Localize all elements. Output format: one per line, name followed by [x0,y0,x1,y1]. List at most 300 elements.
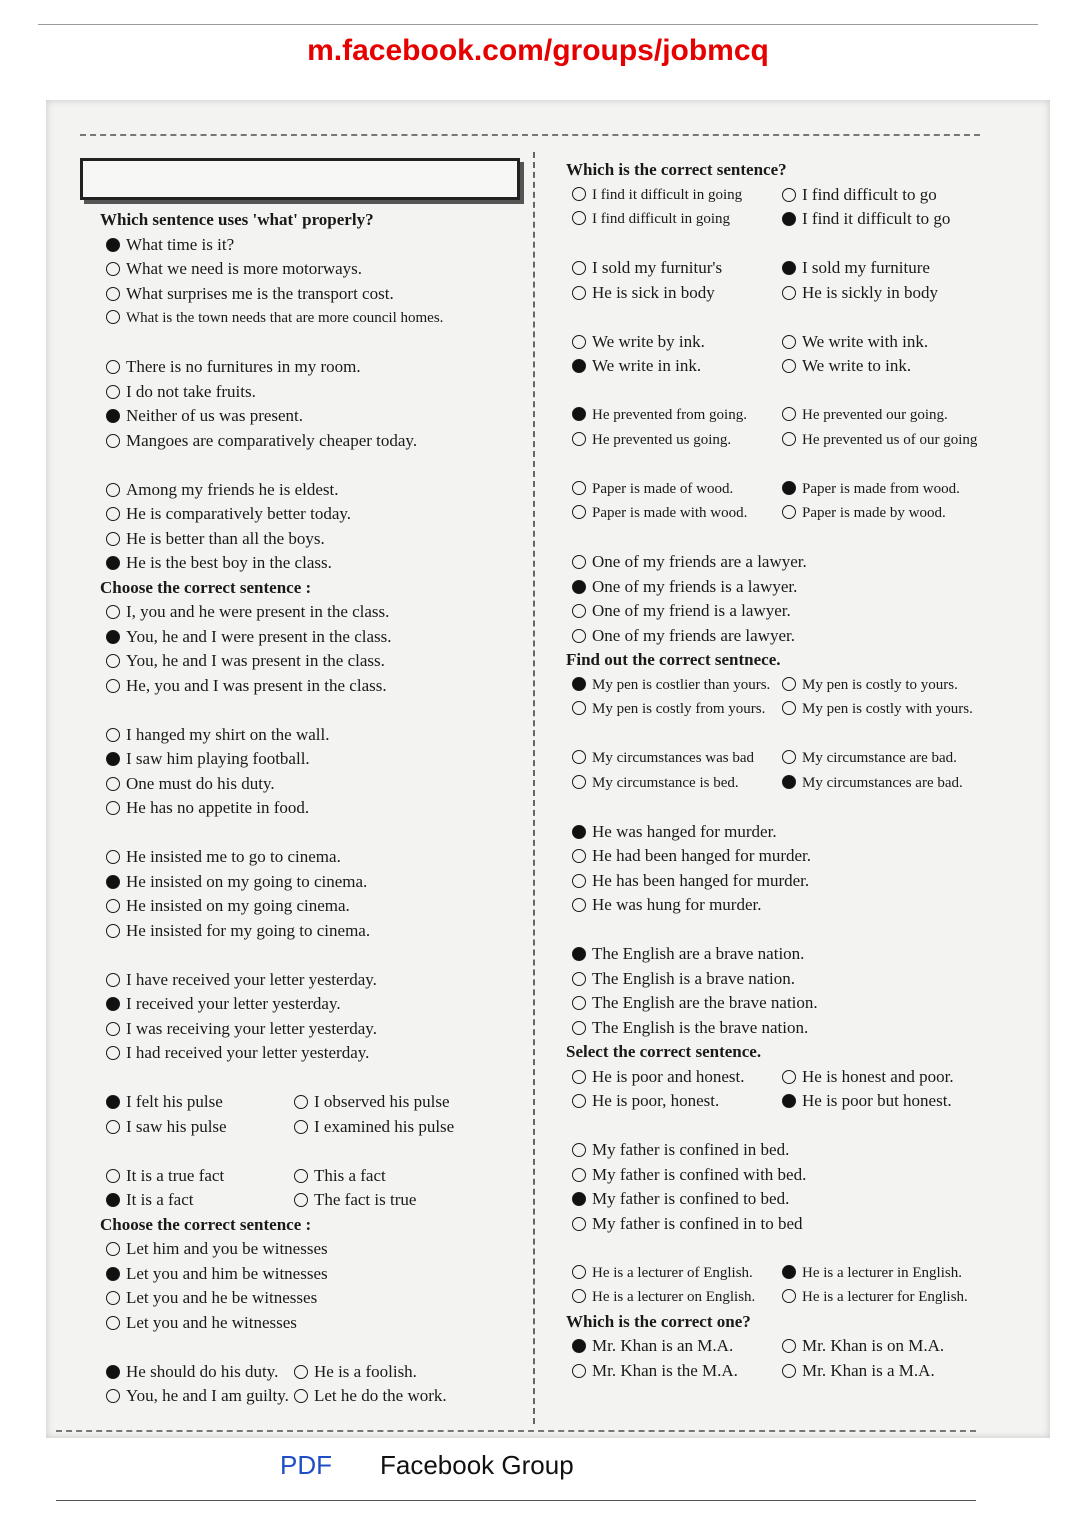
footer-pdf: PDF [280,1450,332,1480]
answer-option [782,1359,992,1384]
answer-option [76,796,524,821]
answer-option [76,919,524,944]
empty-bubble-icon [782,1339,796,1353]
answer-option [76,1041,524,1066]
option-text: My circumstance is bed. [592,774,739,791]
answer-option [572,330,782,355]
empty-bubble-icon [294,1193,308,1207]
option-text: Mr. Khan is a M.A. [802,1360,935,1380]
option-text: He prevented us of our going [802,431,978,448]
question-text [542,648,992,673]
filled-bubble-icon [782,1265,796,1279]
answer-option [76,1286,524,1311]
empty-bubble-icon [106,1389,120,1403]
filled-bubble-icon [782,261,796,275]
empty-bubble-icon [572,701,586,715]
question-text [76,453,524,478]
question-prompt [566,307,570,326]
answer-option [542,624,992,649]
option-text: Let you and he be witnesses [126,1288,318,1307]
empty-bubble-icon [106,507,120,521]
answer-option [76,894,524,919]
options-grid [76,1164,524,1213]
option-text: One of my friends is a lawyer. [592,576,798,596]
question-text [542,232,992,257]
empty-bubble-icon [106,801,120,815]
option-text: This a fact [314,1165,386,1185]
question-block [76,208,524,331]
option-text: He has been hanged for murder. [592,870,810,890]
answer-option [76,527,524,552]
answer-option [76,772,524,797]
option-text: He is the best boy in the class. [126,553,332,572]
answer-option [572,697,782,722]
option-text: Paper is made with wood. [592,505,748,521]
empty-bubble-icon [572,898,586,912]
filled-bubble-icon [106,752,120,766]
empty-bubble-icon [106,654,120,668]
answer-option [572,1065,782,1090]
question-text [542,918,992,943]
question-block [542,158,992,232]
answer-option [782,501,992,526]
empty-bubble-icon [294,1095,308,1109]
option-text: I had received your letter yesterday. [126,1043,370,1062]
question-text [542,305,992,330]
option-text: Let he do the work. [314,1386,447,1405]
option-text: My circumstance are bad. [802,750,957,766]
answer-option [542,1212,992,1237]
filled-bubble-icon [572,947,586,961]
option-text: He is sick in body [592,282,715,302]
question-block [76,1335,524,1409]
question-prompt [100,945,104,964]
option-text: He has no appetite in food. [126,798,310,817]
filled-bubble-icon [572,580,586,594]
empty-bubble-icon [572,1143,586,1157]
option-text: My pen is costly from yours. [592,701,766,717]
options-grid [76,1090,524,1139]
option-text: He is better than all the boys. [126,528,325,548]
answer-option [76,257,524,282]
option-text: One of my friend is a lawyer. [592,601,791,620]
question-prompt [566,1238,570,1257]
option-text: My father is confined in bed. [592,1140,790,1159]
answer-option [782,330,992,355]
answer-option [572,1261,782,1286]
option-text: He, you and I was present in the class. [126,675,387,695]
option-text: I received your letter yesterday. [126,994,341,1013]
question-block [76,331,524,454]
filled-bubble-icon [572,825,586,839]
question-text [542,1236,992,1261]
options-grid [76,1360,524,1409]
empty-bubble-icon [572,261,586,275]
answer-option [76,355,524,380]
question-block [76,1139,524,1213]
option-text: He is a lecturer for English. [802,1289,968,1305]
answer-option [76,1237,524,1262]
answer-option-correct [782,207,992,232]
empty-bubble-icon [572,187,586,201]
empty-bubble-icon [106,1316,120,1330]
question-prompt [100,1068,104,1087]
answer-option [572,428,782,453]
empty-bubble-icon [106,850,120,864]
question-prompt [566,1116,570,1135]
empty-bubble-icon [106,728,120,742]
options-grid [542,183,992,232]
answer-option [572,1089,782,1114]
empty-bubble-icon [782,286,796,300]
option-text: Mr. Khan is the M.A. [592,1360,738,1380]
question-text [76,943,524,968]
answer-option-correct [76,551,524,576]
question-block [542,1114,992,1237]
question-block [76,453,524,576]
filled-bubble-icon [106,1365,120,1379]
answer-option-correct [76,870,524,895]
empty-bubble-icon [782,1289,796,1303]
option-text: My father is confined to bed. [592,1189,790,1208]
question-prompt [100,823,104,842]
answer-option-correct [542,575,992,600]
options-grid [542,673,992,722]
answer-option [76,1311,524,1336]
empty-bubble-icon [572,750,586,764]
empty-bubble-icon [106,1022,120,1036]
empty-bubble-icon [572,505,586,519]
empty-bubble-icon [572,335,586,349]
answer-option [76,600,524,625]
option-text: My pen is costly to yours. [802,676,958,693]
answer-option-correct [782,256,992,281]
answer-option [76,429,524,454]
empty-bubble-icon [572,874,586,888]
answer-option-correct [76,1262,524,1287]
question-text [542,1310,992,1335]
empty-bubble-icon [106,924,120,938]
empty-bubble-icon [572,211,586,225]
filled-bubble-icon [782,481,796,495]
option-text: I, you and he were present in the class. [126,602,390,621]
question-prompt [100,1141,104,1160]
empty-bubble-icon [572,1217,586,1231]
empty-bubble-icon [106,1120,120,1134]
filled-bubble-icon [106,1095,120,1109]
filled-bubble-icon [782,775,796,789]
option-text: My father is confined in to bed [592,1213,803,1233]
answer-option [76,1017,524,1042]
question-text [76,821,524,846]
option-text: My circumstances are bad. [802,774,963,791]
empty-bubble-icon [106,532,120,546]
option-text: He should do his duty. [126,1361,279,1381]
question-text [542,158,992,183]
option-text: The English is a brave nation. [592,968,796,988]
question-text [76,1213,524,1238]
answer-option [572,477,782,502]
option-text: Among my friends he is eldest. [126,479,339,499]
page-top-rule [80,134,980,136]
question-prompt [566,234,570,253]
option-text: He is a lecturer in English. [802,1264,962,1281]
answer-option [76,502,524,527]
option-text: He is comparatively better today. [126,504,352,523]
option-text: I do not take fruits. [126,381,256,401]
option-text: I saw his pulse [126,1116,227,1136]
empty-bubble-icon [572,996,586,1010]
footer-rule [56,1500,976,1501]
option-text: Neither of us was present. [126,406,304,425]
empty-bubble-icon [572,1265,586,1279]
question-prompt [566,528,570,547]
answer-option-correct [782,771,992,796]
empty-bubble-icon [106,777,120,791]
answer-option [572,183,782,208]
question-text [542,1040,992,1065]
empty-bubble-icon [572,1070,586,1084]
filled-bubble-icon [106,1267,120,1281]
option-text: I observed his pulse [314,1092,450,1111]
empty-bubble-icon [294,1365,308,1379]
answer-option [106,1384,294,1409]
section-title-box [80,158,520,200]
empty-bubble-icon [106,605,120,619]
option-text: Paper is made from wood. [802,480,960,497]
filled-bubble-icon [106,238,120,252]
answer-option [572,771,782,796]
option-text: My father is confined with bed. [592,1164,807,1184]
answer-option [572,207,782,232]
answer-option [106,1164,294,1189]
question-text [542,526,992,551]
answer-option [542,550,992,575]
empty-bubble-icon [782,505,796,519]
empty-bubble-icon [782,407,796,421]
top-rule [38,24,1038,25]
answer-option [782,1285,992,1310]
question-text [76,698,524,723]
question-prompt [566,797,570,816]
option-text: Mangoes are comparatively cheaper today. [126,430,418,450]
empty-bubble-icon [106,360,120,374]
empty-bubble-icon [572,972,586,986]
option-text: My pen is costly with yours. [802,701,973,717]
question-block [76,1213,524,1336]
answer-option-correct [542,942,992,967]
empty-bubble-icon [782,1070,796,1084]
question-text [542,379,992,404]
question-block [542,452,992,526]
option-text: You, he and I am guilty. [126,1386,289,1405]
header-facebook-link[interactable]: m.facebook.com/groups/jobmcq [307,34,769,67]
question-prompt [566,381,570,400]
answer-option [572,281,782,306]
answer-option [782,428,992,453]
filled-bubble-icon [782,1094,796,1108]
question-prompt [566,454,570,473]
answer-option [76,478,524,503]
answer-option [572,1359,782,1384]
question-prompt: Choose the correct sentence : [100,577,312,597]
option-text: I have received your letter yesterday. [126,969,377,989]
answer-option [542,991,992,1016]
options-grid [542,477,992,526]
option-text: He is poor and honest. [592,1066,745,1086]
empty-bubble-icon [106,973,120,987]
answer-option [106,1115,294,1140]
option-text: The fact is true [314,1190,417,1209]
option-text: I find difficult to go [802,184,937,204]
answer-option [542,1016,992,1041]
option-text: He is poor but honest. [802,1091,952,1110]
option-text: The English are a brave nation. [592,944,805,963]
options-grid [542,1334,992,1383]
empty-bubble-icon [572,1094,586,1108]
answer-option [542,967,992,992]
empty-bubble-icon [106,287,120,301]
option-text: My circumstances was bad [592,750,755,766]
option-text: Let him and you be witnesses [126,1239,328,1258]
question-block [542,305,992,379]
empty-bubble-icon [572,432,586,446]
empty-bubble-icon [782,188,796,202]
filled-bubble-icon [572,359,586,373]
answer-option [76,723,524,748]
answer-option [542,1138,992,1163]
option-text: We write by ink. [592,331,705,351]
option-text: He insisted for my going to cinema. [126,920,371,940]
answer-option-correct [76,404,524,429]
option-text: What time is it? [126,234,235,254]
option-text: He prevented from going. [592,407,747,423]
option-text: We write to ink. [802,356,912,375]
answer-option-correct [782,1089,992,1114]
filled-bubble-icon [782,212,796,226]
option-text: He insisted me to go to cinema. [126,847,341,866]
answer-option [294,1164,524,1189]
answer-option-correct [572,354,782,379]
answer-option [782,403,992,428]
empty-bubble-icon [106,1242,120,1256]
option-text: I sold my furnitur's [592,258,723,277]
question-text [542,795,992,820]
options-grid [542,403,992,452]
filled-bubble-icon [106,997,120,1011]
question-text [542,1114,992,1139]
answer-option-correct [76,992,524,1017]
question-prompt [100,333,104,352]
answer-option [782,281,992,306]
empty-bubble-icon [782,1364,796,1378]
option-text: He prevented our going. [802,407,948,423]
filled-bubble-icon [572,1339,586,1353]
empty-bubble-icon [106,483,120,497]
answer-option [294,1188,524,1213]
option-text: I felt his pulse [126,1092,223,1111]
empty-bubble-icon [106,899,120,913]
empty-bubble-icon [782,432,796,446]
options-grid [542,1065,992,1114]
option-text: The English are the brave nation. [592,993,818,1012]
question-text [76,1066,524,1091]
empty-bubble-icon [572,849,586,863]
empty-bubble-icon [572,481,586,495]
question-prompt: Which sentence uses 'what' properly? [100,210,374,229]
option-text: I was receiving your letter yesterday. [126,1018,377,1038]
empty-bubble-icon [106,1291,120,1305]
question-block [76,943,524,1066]
question-block [542,918,992,1041]
answer-option [782,673,992,698]
question-text [542,722,992,747]
question-block [76,1066,524,1140]
empty-bubble-icon [572,1021,586,1035]
question-block [542,379,992,453]
answer-option-correct [572,1334,782,1359]
option-text: The English is the brave nation. [592,1017,809,1037]
option-text: He was hanged for murder. [592,821,777,841]
question-block [76,698,524,821]
answer-option [782,183,992,208]
empty-bubble-icon [106,262,120,276]
empty-bubble-icon [106,1046,120,1060]
answer-option [76,968,524,993]
answer-option-correct [572,403,782,428]
empty-bubble-icon [294,1169,308,1183]
option-text: Mr. Khan is on M.A. [802,1336,945,1355]
answer-option-correct [542,820,992,845]
option-text: My pen is costlier than yours. [592,676,771,693]
empty-bubble-icon [782,701,796,715]
answer-option-correct [76,233,524,258]
question-text [76,1139,524,1164]
empty-bubble-icon [572,604,586,618]
empty-bubble-icon [106,679,120,693]
answer-option [782,354,992,379]
question-prompt [566,724,570,743]
empty-bubble-icon [572,1364,586,1378]
option-text: You, he and I were present in the class. [126,626,392,646]
page-bottom-rule [56,1430,976,1432]
options-grid [542,746,992,795]
answer-option [572,746,782,771]
answer-option-correct [76,625,524,650]
answer-option [542,1163,992,1188]
option-text: It is a true fact [126,1165,225,1185]
answer-option [542,599,992,624]
answer-option [782,746,992,771]
empty-bubble-icon [572,1289,586,1303]
answer-option [572,501,782,526]
empty-bubble-icon [106,385,120,399]
answer-option [76,674,524,699]
option-text: There is no furnitures in my room. [126,357,361,376]
answer-option-correct [106,1188,294,1213]
answer-option-correct [106,1360,294,1385]
filled-bubble-icon [572,677,586,691]
empty-bubble-icon [782,750,796,764]
question-text [76,1335,524,1360]
answer-option [294,1090,524,1115]
right-column [542,158,992,1383]
empty-bubble-icon [572,286,586,300]
question-block [542,1310,992,1384]
answer-option-correct [76,747,524,772]
empty-bubble-icon [106,310,120,324]
option-text: I saw him playing football. [126,749,310,768]
